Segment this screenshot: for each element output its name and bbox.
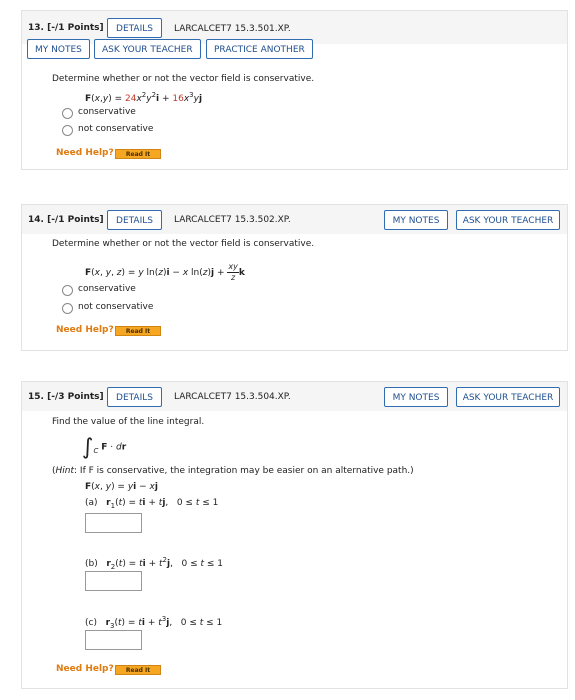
answer-input-c[interactable] [85,630,142,650]
radio-not-conservative[interactable] [62,125,73,136]
part-b-label: (b) $r_2(t)$ = ti + $t^2j$, 0 ≤ t ≤ 1 [85,556,224,571]
radio-not-conservative[interactable] [62,303,73,314]
hint-text: (Hint: If F is conservative, the integration may be easier on an alternative path.) [52,466,414,476]
my-notes-button[interactable]: MY NOTES [384,210,448,230]
question-14-header [21,204,568,236]
question-prompt: Determine whether or not the vector field is conservative. [52,74,315,84]
need-help-label: Need Help? [56,664,114,674]
option-label: conservative [78,284,136,294]
answer-input-a[interactable] [85,513,142,533]
details-button[interactable]: DETAILS [107,387,162,407]
read-it-button[interactable]: Read It [115,326,161,336]
question-15-header [21,381,568,413]
practice-another-button[interactable]: PRACTICE ANOTHER [206,39,313,59]
problem-reference: LARCALCET7 15.3.504.XP. [174,392,291,402]
answer-input-b[interactable] [85,571,142,591]
question-prompt: Find the value of the line integral. [52,417,205,427]
question-14-body [21,234,568,351]
vector-field-formula: $F(x,y) = 24x^2y^2i + 16x^3yj$ [85,91,203,104]
vector-field-formula: F(x, y, z) = y ln(z)i − x ln(z)j + $\frac{xy}{z}$ k [85,262,245,282]
details-button[interactable]: DETAILS [107,210,162,230]
question-prompt: Determine whether or not the vector field is conservative. [52,239,315,249]
option-label: not conservative [78,124,154,134]
need-help-label: Need Help? [56,325,114,335]
part-a-label: (a) $r_1(t)$ = ti + tj, 0 ≤ t ≤ 1 [85,498,219,510]
details-button[interactable]: DETAILS [107,18,162,38]
ask-teacher-button[interactable]: ASK YOUR TEACHER [456,210,560,230]
ask-teacher-button[interactable]: ASK YOUR TEACHER [456,387,560,407]
question-13-body [21,44,568,170]
read-it-button[interactable]: Read It [115,149,161,159]
integral-path-label: C [93,446,99,455]
question-number: 15. [-/3 Points] [28,392,104,402]
read-it-button[interactable]: Read It [115,665,161,675]
problem-reference: LARCALCET7 15.3.502.XP. [174,215,291,225]
question-number: 13. [-/1 Points] [28,23,104,33]
ask-teacher-button[interactable]: ASK YOUR TEACHER [94,39,201,59]
my-notes-button[interactable]: MY NOTES [27,39,90,59]
option-label: conservative [78,107,136,117]
problem-reference: LARCALCET7 15.3.501.XP. [174,24,291,34]
need-help-label: Need Help? [56,148,114,158]
radio-conservative[interactable] [62,108,73,119]
question-number: 14. [-/1 Points] [28,215,104,225]
line-integral: $\int_C$ F · dr [82,435,127,460]
question-15-body [21,411,568,689]
my-notes-button[interactable]: MY NOTES [384,387,448,407]
field-formula: F(x, y) = yi − xj [85,482,158,492]
option-label: not conservative [78,302,154,312]
part-c-label: (c) $r_3(t)$ = ti + $t^3j$, 0 ≤ t ≤ 1 [85,615,223,630]
radio-conservative[interactable] [62,285,73,296]
